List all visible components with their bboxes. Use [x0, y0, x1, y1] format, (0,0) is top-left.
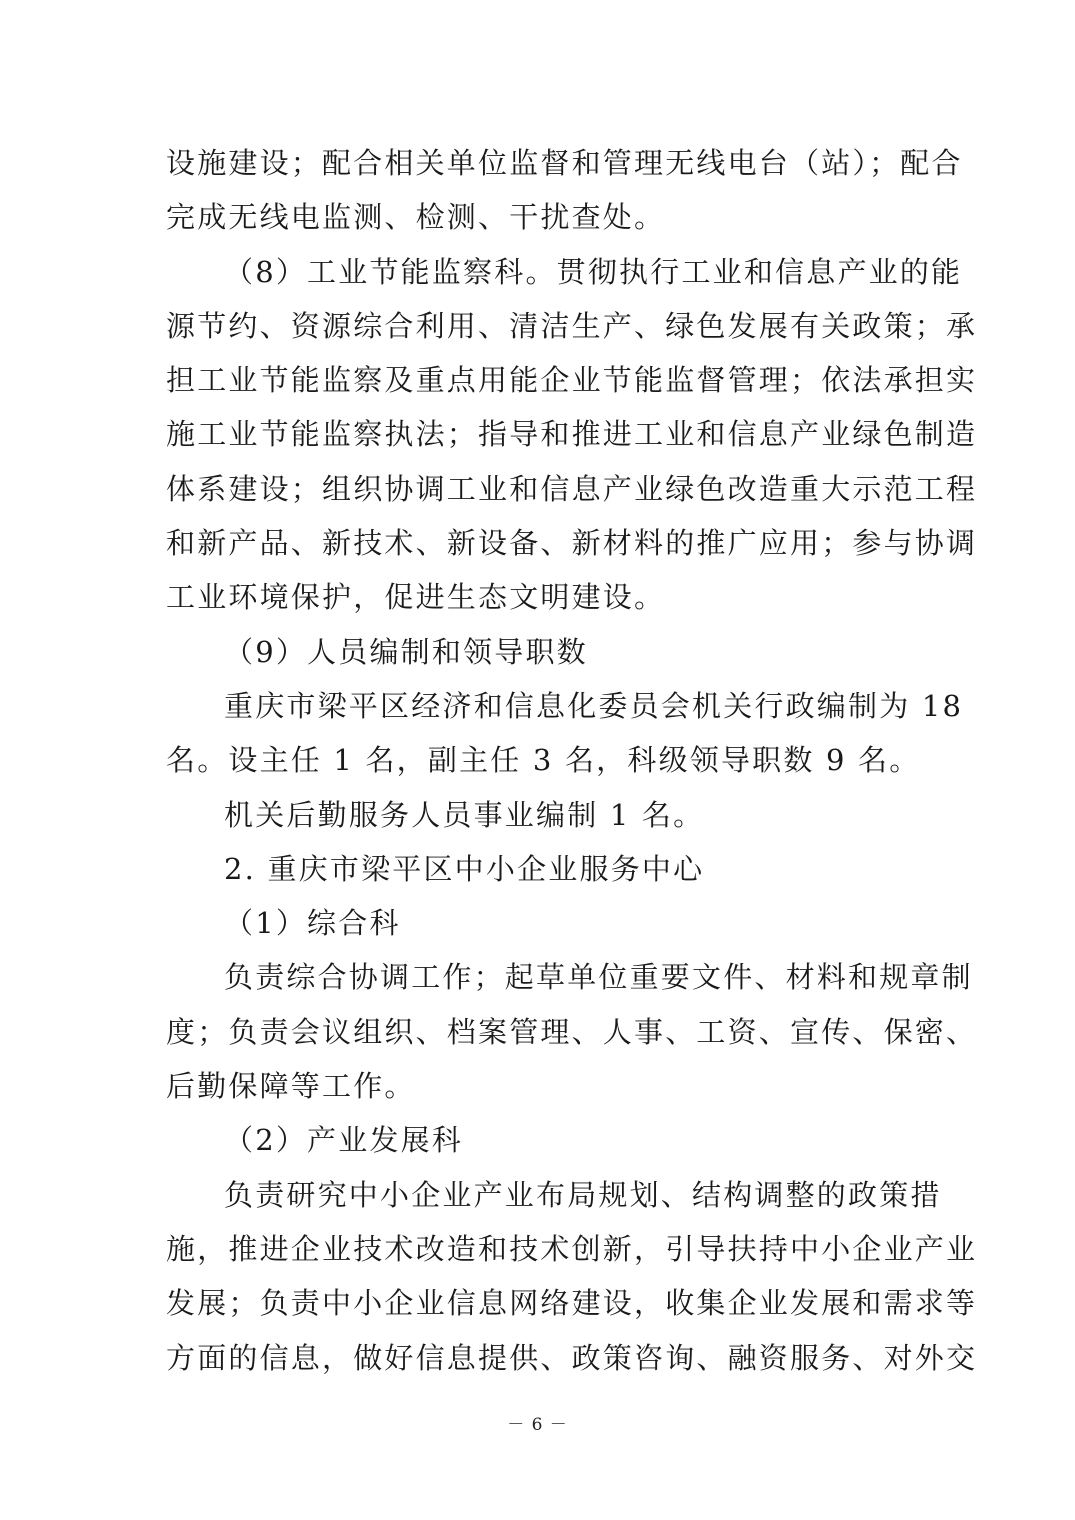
text-line: 施工业节能监察执法；指导和推进工业和信息产业绿色制造 [166, 417, 978, 452]
text-line: 名。设主任 1 名，副主任 3 名，科级领导职数 9 名。 [166, 743, 921, 778]
text-line: 发展；负责中小企业信息网络建设，收集企业发展和需求等 [166, 1286, 978, 1321]
section-heading: 2. 重庆市梁平区中小企业服务中心 [224, 851, 705, 886]
text-line: 完成无线电监测、检测、干扰查处。 [166, 200, 666, 235]
text-line: 和新产品、新技术、新设备、新材料的推广应用；参与协调 [166, 526, 978, 561]
text-line: 工业环境保护，促进生态文明建设。 [166, 580, 666, 615]
text-line: 源节约、资源综合利用、清洁生产、绿色发展有关政策；承 [166, 308, 978, 343]
section-heading: （1）综合科 [224, 906, 401, 941]
text-line: 机关后勤服务人员事业编制 1 名。 [224, 797, 705, 832]
text-line: 体系建设；组织协调工业和信息产业绿色改造重大示范工程 [166, 471, 978, 506]
text-line: 方面的信息，做好信息提供、政策咨询、融资服务、对外交 [166, 1340, 978, 1375]
body-text [166, 136, 978, 1385]
section-heading: （9）人员编制和领导职数 [224, 634, 588, 669]
text-line: 负责研究中小企业产业布局规划、结构调整的政策措 [224, 1177, 942, 1212]
text-line: （8）工业节能监察科。贯彻执行工业和信息产业的能 [224, 254, 963, 289]
page-number: － 6 － [507, 1415, 568, 1435]
text-line: 重庆市梁平区经济和信息化委员会机关行政编制为 18 [224, 688, 964, 723]
text-line: 设施建设；配合相关单位监督和管理无线电台（站）；配合 [166, 146, 963, 180]
text-line: 负责综合协调工作；起草单位重要文件、材料和规章制 [224, 960, 973, 995]
text-line: 施，推进企业技术改造和技术创新，引导扶持中小企业产业 [166, 1231, 978, 1266]
text-line: 后勤保障等工作。 [166, 1069, 416, 1104]
text-line: 度；负责会议组织、档案管理、人事、工资、宣传、保密、 [166, 1014, 978, 1049]
text-line: 担工业节能监察及重点用能企业节能监督管理；依法承担实 [166, 363, 978, 398]
section-heading: （2）产业发展科 [224, 1123, 464, 1158]
